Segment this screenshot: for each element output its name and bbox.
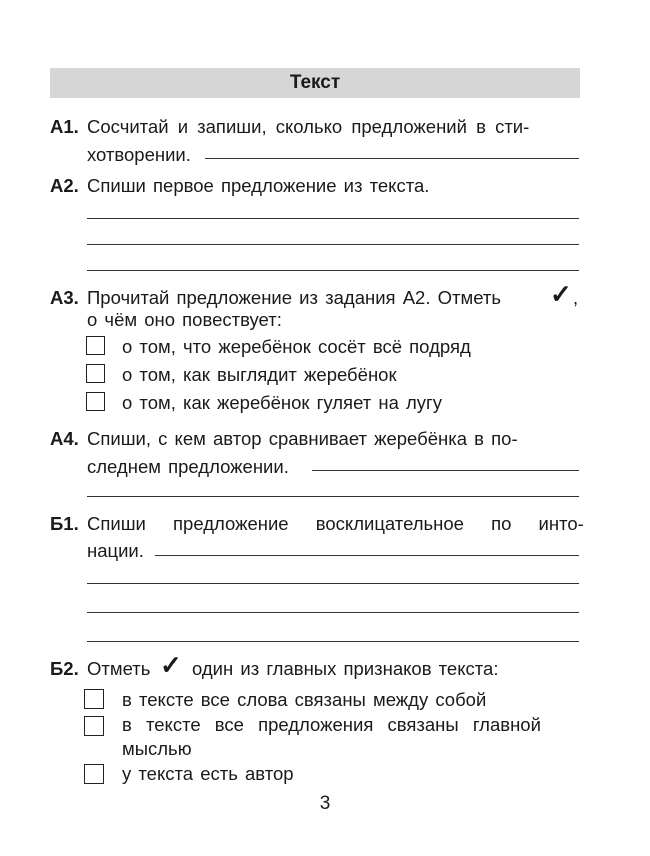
task-b2-text-pre: Отметь <box>87 658 151 679</box>
b1-answer-line-3[interactable] <box>87 612 579 613</box>
a2-answer-line-2[interactable] <box>87 244 579 245</box>
a3-option-1-label: о том, что жеребёнок сосёт всё подряд <box>122 336 471 357</box>
task-a1-text-line2: хотворении. <box>87 144 191 165</box>
check-icon: ✓ <box>160 650 182 680</box>
a4-answer-line-2[interactable] <box>87 496 579 497</box>
a1-answer-line[interactable] <box>205 158 579 159</box>
task-a1-text-line1: Сосчитай и запиши, сколько предложений в сти- <box>87 116 530 137</box>
task-a1-number: А1. <box>50 116 79 137</box>
task-b2-text-post: один из главных признаков текста: <box>192 658 499 679</box>
section-header: Текст <box>50 68 580 98</box>
a4-answer-line-1[interactable] <box>312 470 579 471</box>
b2-option-1-checkbox[interactable] <box>84 689 104 709</box>
check-icon: ✓ <box>550 279 572 309</box>
task-a2-number: А2. <box>50 175 79 196</box>
task-b1-text-line2: нации. <box>87 540 144 561</box>
b2-option-2-label-line2: мыслью <box>122 738 192 759</box>
task-a3-text-line1: Прочитай предложение из задания А2. Отметь <box>87 287 501 308</box>
b1-answer-line-2[interactable] <box>87 583 579 584</box>
b1-answer-line-1[interactable] <box>155 555 579 556</box>
task-a3-text-line2: о чём оно повествует: <box>87 309 282 330</box>
b2-option-3-label: у текста есть автор <box>122 763 294 784</box>
a2-answer-line-1[interactable] <box>87 218 579 219</box>
b2-option-2-checkbox[interactable] <box>84 716 104 736</box>
b2-option-1-label: в тексте все слова связаны между собой <box>122 689 487 710</box>
task-a4-text-line2: следнем предложении. <box>87 456 289 477</box>
page-number: 3 <box>319 793 331 814</box>
a3-option-2-checkbox[interactable] <box>86 364 105 383</box>
task-b2-number: Б2. <box>50 658 79 679</box>
task-b1-text-line1: Спиши предложение восклицательное по инто- <box>87 513 584 534</box>
task-a4-number: А4. <box>50 428 79 449</box>
a3-option-2-label: о том, как выглядит жеребёнок <box>122 364 397 385</box>
a2-answer-line-3[interactable] <box>87 270 579 271</box>
b2-option-2-label-line1: в тексте все предложения связаны главной <box>122 714 541 735</box>
task-a3-number: А3. <box>50 287 79 308</box>
a3-option-3-checkbox[interactable] <box>86 392 105 411</box>
a3-option-3-label: о том, как жеребёнок гуляет на лугу <box>122 392 443 413</box>
b2-option-3-checkbox[interactable] <box>84 764 104 784</box>
task-a4-text-line1: Спиши, с кем автор сравнивает жеребёнка в по- <box>87 428 518 449</box>
task-a2-text: Спиши первое предложение из текста. <box>87 175 430 196</box>
task-a3-comma: , <box>573 287 579 308</box>
b1-answer-line-4[interactable] <box>87 641 579 642</box>
a3-option-1-checkbox[interactable] <box>86 336 105 355</box>
task-b1-number: Б1. <box>50 513 79 534</box>
